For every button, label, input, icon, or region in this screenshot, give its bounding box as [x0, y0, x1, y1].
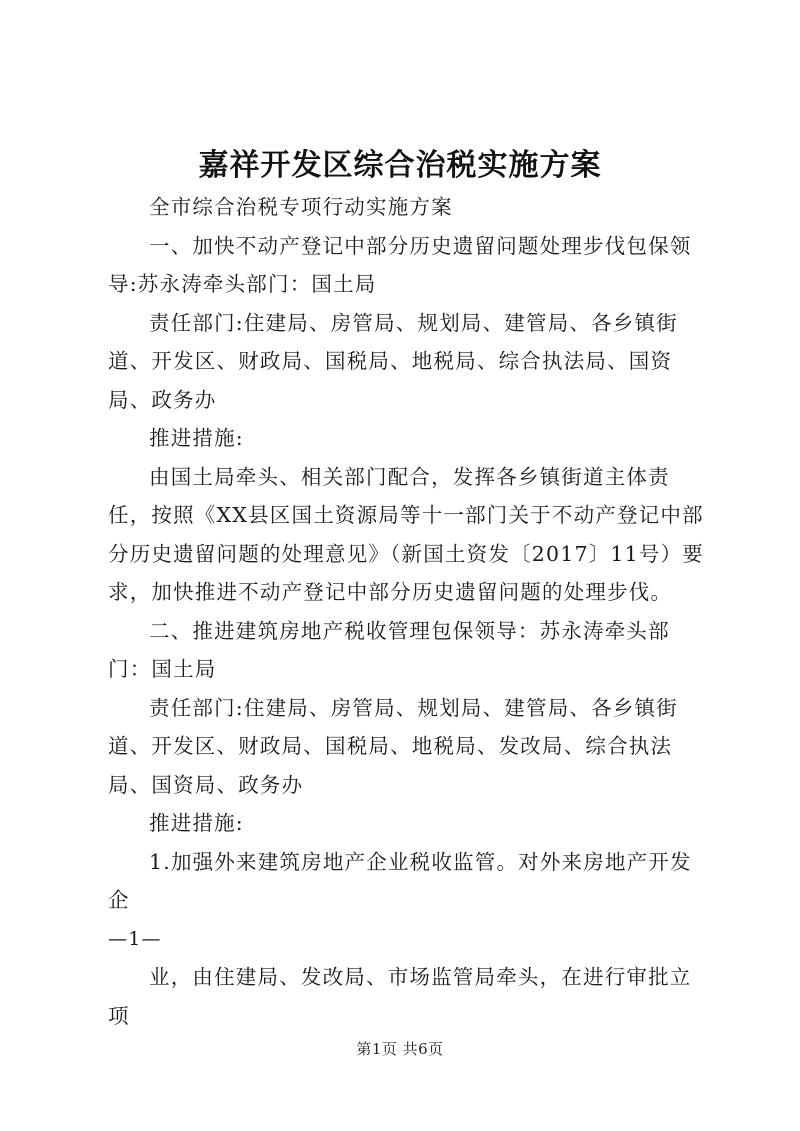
- paragraph-continuation: 业，由住建局、发改局、市场监管局牵头，在进行审批立项: [108, 965, 692, 1028]
- paragraph-section-1-measures: 由国土局牵头、相关部门配合，发挥各乡镇街道主体责任，按照《XX县区国土资源局等十一部门关于不动产登记中部分历史遗留问题的处理意见》（新国土资发〔2017〕11号）要求，加快推进不动产登记中部分历史遗留问题的处理步伐。: [108, 464, 705, 604]
- paragraph-section-1-measures-label: 推进措施:: [149, 426, 244, 450]
- paragraph-section-2-measures-label: 推进措施:: [149, 811, 244, 835]
- paragraph-section-2-departments: 责任部门:住建局、房管局、规划局、建管局、各乡镇街道、开发区、财政局、国税局、地税局、发改局、综合执法局、国资局、政务办: [108, 695, 678, 797]
- inline-page-marker: —1—: [108, 927, 162, 950]
- paragraph-subtitle: 全市综合治税专项行动实施方案: [149, 195, 453, 219]
- paragraph-section-2-item-1: 1.加强外来建筑房地产企业税收监管。对外来房地产开发企: [108, 849, 692, 912]
- document-body: [108, 188, 708, 1035]
- page-footer-pagination: 第1页 共6页: [356, 1040, 444, 1058]
- paragraph-section-1-heading: 一、加快不动产登记中部分历史遗留问题处理步伐包保领导:苏永涛牵头部门：国土局: [108, 233, 692, 296]
- paragraph-section-2-heading: 二、推进建筑房地产税收管理包保领导：苏永涛牵头部门：国土局: [108, 618, 670, 681]
- document-title: 嘉祥开发区综合治税实施方案: [198, 148, 602, 183]
- paragraph-section-1-departments: 责任部门:住建局、房管局、规划局、建管局、各乡镇街道、开发区、财政局、国税局、地税局、综合执法局、国资局、政务办: [108, 310, 678, 412]
